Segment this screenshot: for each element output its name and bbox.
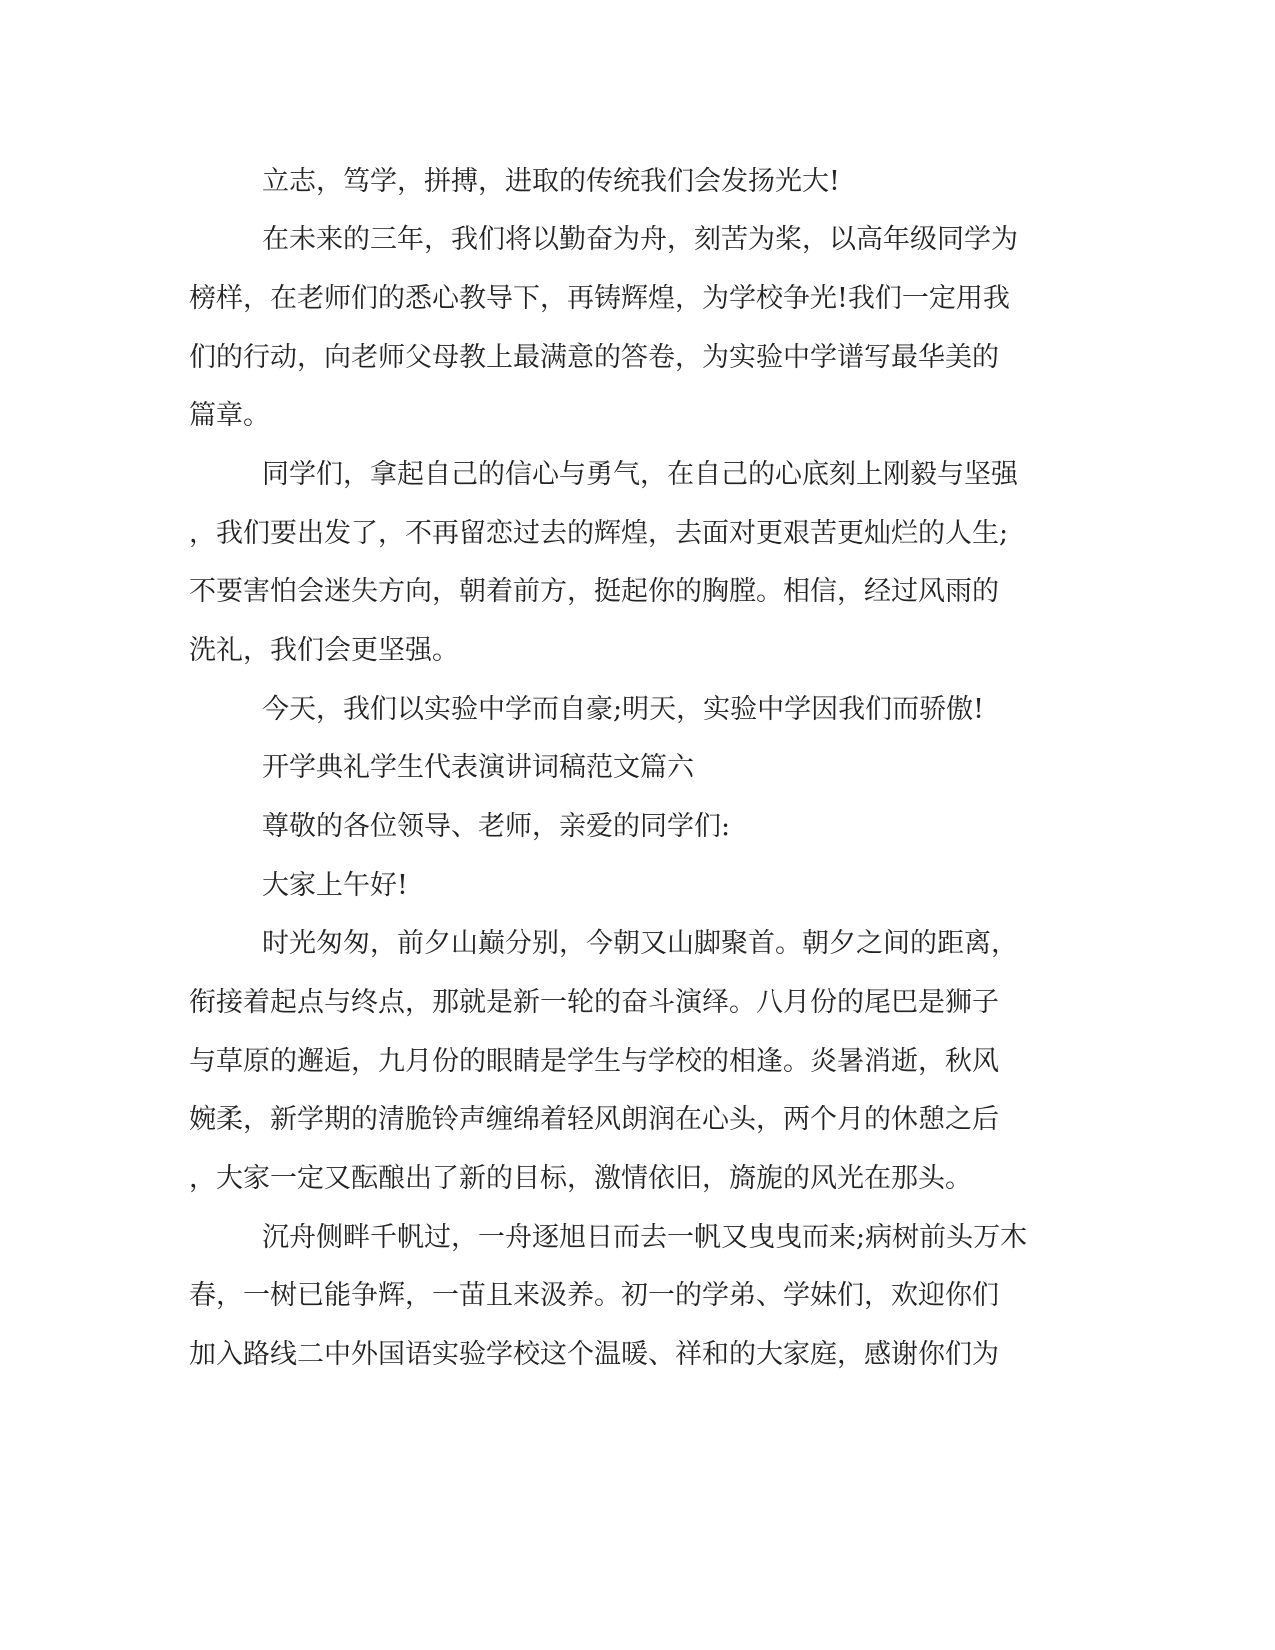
section-heading: 开学典礼学生代表演讲词稿范文篇六 [262, 752, 694, 783]
text-line: ，大家一定又酝酿出了新的目标，激情依旧，旖旎的风光在那头。 [189, 1163, 972, 1194]
text-line: 们的行动，向老师父母教上最满意的答卷，为实验中学谱写最华美的 [189, 342, 999, 373]
text-line: 时光匆匆，前夕山巅分别，今朝又山脚聚首。朝夕之间的距离， [262, 928, 1018, 959]
text-line: 婉柔，新学期的清脆铃声缠绵着轻风朗润在心头，两个月的休憩之后 [189, 1104, 999, 1135]
text-line: 榜样，在老师们的悉心教导下，再铸辉煌，为学校争光!我们一定用我 [189, 283, 1010, 314]
text-line: 立志，笃学，拼搏，进取的传统我们会发扬光大! [262, 166, 840, 197]
text-line: 春，一树已能争辉，一苗且来汲养。初一的学弟、学妹们，欢迎你们 [189, 1280, 999, 1311]
text-line: 沉舟侧畔千帆过，一舟逐旭日而去一帆又曳曳而来;病树前头万木 [262, 1222, 1028, 1253]
text-line: 不要害怕会迷失方向，朝着前方，挺起你的胸膛。相信，经过风雨的 [189, 576, 999, 607]
text-line: 与草原的邂逅，九月份的眼睛是学生与学校的相逢。炎暑消逝，秋风 [189, 1046, 999, 1077]
text-line: 加入路线二中外国语实验学校这个温暖、祥和的大家庭，感谢你们为 [189, 1339, 999, 1370]
greeting: 大家上午好! [262, 870, 408, 901]
text-line: 衔接着起点与终点，那就是新一轮的奋斗演绎。八月份的尾巴是狮子 [189, 987, 999, 1018]
text-line: 同学们，拿起自己的信心与勇气，在自己的心底刻上刚毅与坚强 [262, 459, 1018, 490]
text-line: 洗礼，我们会更坚强。 [189, 635, 459, 666]
salutation: 尊敬的各位领导、老师，亲爱的同学们: [262, 811, 731, 842]
text-line: 今天，我们以实验中学而自豪;明天，实验中学因我们而骄傲! [262, 694, 984, 725]
text-line: ，我们要出发了，不再留恋过去的辉煌，去面对更艰苦更灿烂的人生; [189, 518, 1009, 549]
text-line: 在未来的三年，我们将以勤奋为舟，刻苦为桨，以高年级同学为 [262, 224, 1018, 255]
text-line: 篇章。 [189, 400, 270, 431]
